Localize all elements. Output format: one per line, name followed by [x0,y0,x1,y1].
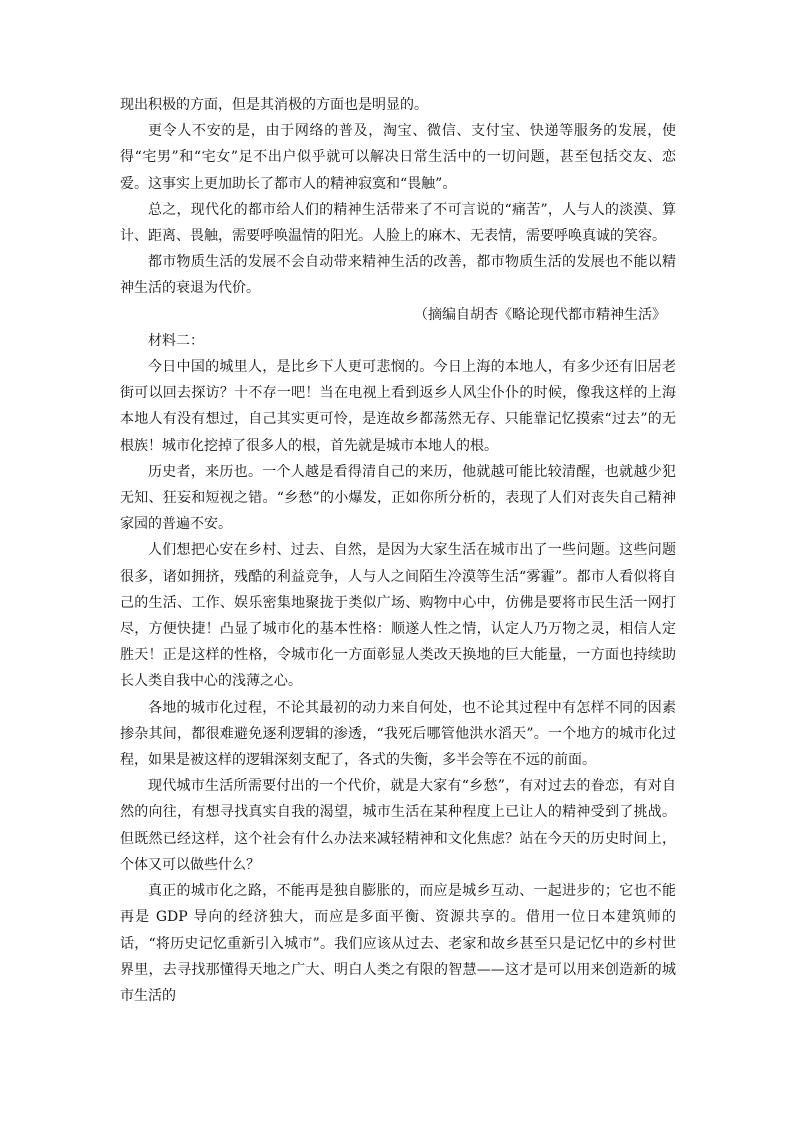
paragraph: 今日中国的城里人，是比乡下人更可悲悯的。今日上海的本地人，有多少还有旧居老街可以回去探访？十不存一吧！当在电视上看到返乡人风尘仆仆的时候，像我这样的上海本地人有没有想过，自己其实更可怜，是连故乡都荡然无存、只能靠记忆摸索“过去”的无根族！城市化挖掉了很多人的根，首先就是城市本地人的根。 [120,359,676,454]
paragraph: 现出积极的方面，但是其消极的方面也是明显的。 [120,97,428,113]
paragraph: 历史者，来历也。一个人越是看得清自己的来历，他就越可能比较清醒，也就越少犯无知、狂妄和短视之错。“乡愁”的小爆发，正如你所分析的，表现了人们对丧失自己精神家园的普遍不安。 [120,463,676,533]
paragraph: 都市物质生活的发展不会自动带来精神生活的改善，都市物质生活的发展也不能以精神生活的衰退为代价。 [120,254,676,297]
paragraph: 现代城市生活所需要付出的一个代价，就是大家有“乡愁”，有对过去的眷恋，有对自然的向往，有想寻找真实自我的渴望，城市生活在某种程度上已让人的精神受到了挑战。但既然已经这样，这个社会有什么办法来减轻精神和文化焦虑？站在今天的历史时间上，个体又可以做些什么？ [120,778,676,873]
document-body [120,92,676,1009]
paragraph: 总之，现代化的都市给人们的精神生活带来了不可言说的“痛苦”，人与人的淡漠、算计、距离、畏触，需要呼唤温情的阳光。人脸上的麻木、无表情，需要呼唤真诚的笑容。 [120,201,676,245]
source-citation: （摘编自胡杏《略论现代都市精神生活》 [414,306,666,323]
paragraph: 更令人不安的是，由于网络的普及，淘宝、微信、支付宝、快递等服务的发展，使得“宅男”和“宅女”足不出户似乎就可以解决日常生活中的一切问题，甚至包括交友、恋爱。这事实上更加助长了都市人的精神寂寞和“畏触”。 [120,123,676,192]
paragraph: 真正的城市化之路，不能再是独自膨胀的，而应是城乡互动、一起进步的；它也不能再是 GDP 导向的经济独大，而应是多面平衡、资源共享的。借用一位日本建筑师的话，“将历史记忆重新引入城市”。我们应该从过去、老家和故乡甚至只是记忆中的乡村世界里，去寻找那懂得天地之广大、明白人类之有限的智慧——这才是可以用来创造新的城市生活的 [120,883,676,1004]
paragraph: 人们想把心安在乡村、过去、自然，是因为大家生活在城市出了一些问题。这些问题很多，诸如拥挤，残酷的利益竞争，人与人之间陌生冷漠等生活“雾霾”。都市人看似将自己的生活、工作、娱乐密集地聚拢于类似广场、购物中心中，仿佛是要将市民生活一网打尽，方便快捷！凸显了城市化的基本性格：顺遂人性之情，认定人乃万物之灵，相信人定胜天！正是这样的性格，令城市化一方面彰显人类改天换地的巨大能量，一方面也持续助长人类自我中心的浅薄之心。 [120,542,676,690]
section-heading: 材料二： [148,332,204,349]
paragraph: 各地的城市化过程，不论其最初的动力来自何处，也不论其过程中有怎样不同的因素掺杂其间，都很难避免逐利逻辑的渗透，“我死后哪管他洪水滔天”。一个地方的城市化过程，如果是被这样的逻辑深刻支配了，各式的失衡，多半会等在不远的前面。 [120,699,676,769]
